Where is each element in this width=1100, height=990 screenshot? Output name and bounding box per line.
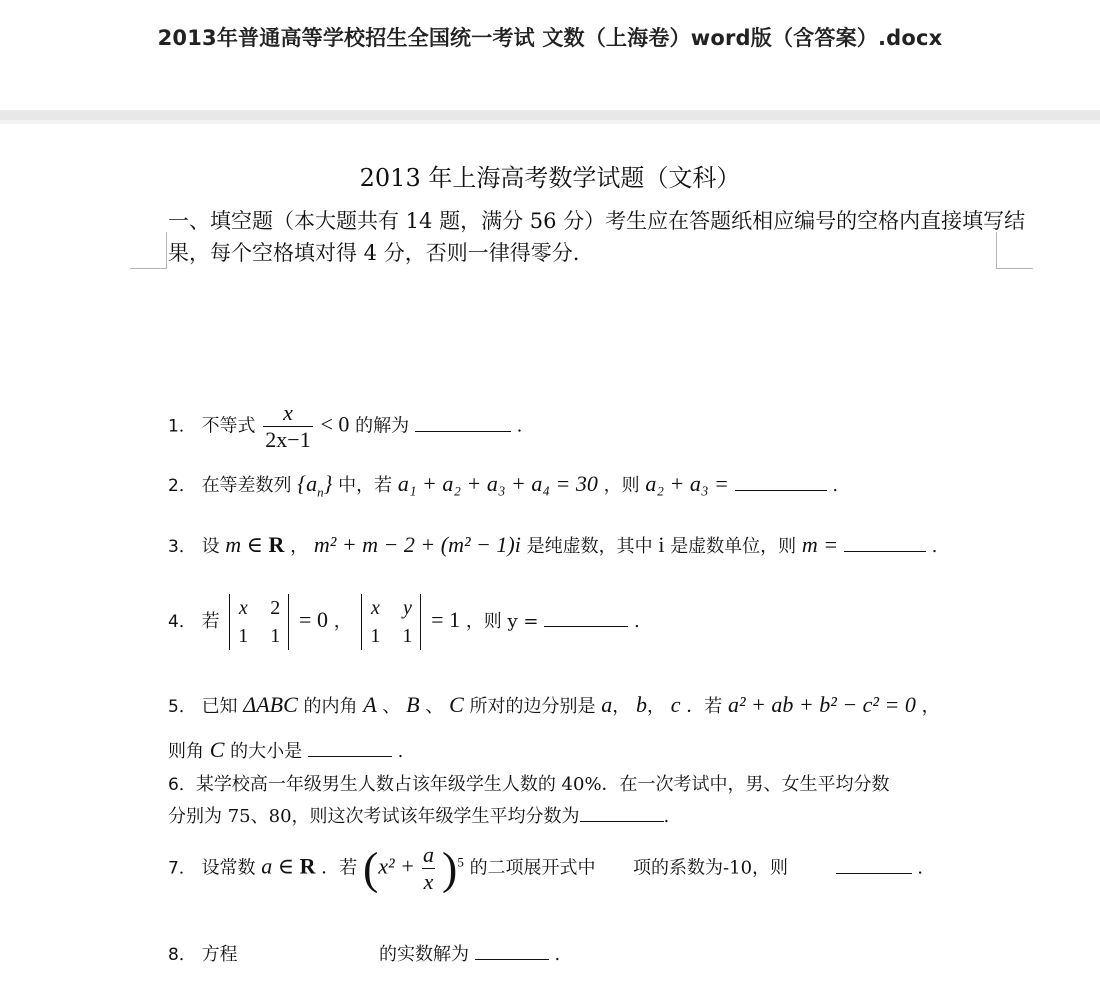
- ask-expression: a₂ + a₃ =: [645, 471, 729, 496]
- question-text: 的大小是: [230, 741, 303, 762]
- question-text: 已知: [201, 696, 238, 717]
- equation-1: = 0: [299, 607, 328, 632]
- det-cell: 2: [270, 597, 281, 619]
- question-8: [168, 940, 560, 966]
- question-text: ．若: [321, 857, 358, 879]
- set-membership: a ∈: [261, 853, 300, 879]
- question-text: 是纯虚数，其中: [526, 536, 659, 557]
- angle-A: A: [363, 692, 377, 717]
- question-2: [168, 471, 838, 500]
- question-1: [168, 400, 522, 453]
- separator: ，: [333, 611, 352, 632]
- margin-corner-top-left: [130, 232, 167, 269]
- section-intro: 一、填空题（本大题共有 14 题，满分 56 分）考生应在答题纸相应编号的空格内直接填写结果，每个空格填对得 4 分，否则一律得零分.: [168, 209, 1026, 265]
- complex-expression: m² + m − 2 + (m² − 1)i: [313, 532, 521, 557]
- fraction: [263, 400, 312, 453]
- determinant-1: [229, 594, 289, 650]
- question-4: [168, 594, 640, 650]
- det-cell: x: [370, 597, 380, 619]
- question-text: 不等式: [201, 415, 256, 437]
- question-text: 在等差数列: [201, 475, 292, 496]
- question-text: 的实数解为: [379, 944, 470, 965]
- question-number: 2．: [168, 476, 196, 496]
- answer-blank[interactable]: [844, 549, 926, 552]
- question-text: 所对的边分别是: [469, 696, 596, 717]
- exponent: 5: [457, 854, 464, 870]
- angle-C: C: [209, 737, 225, 762]
- sequence-subscript: n: [317, 484, 324, 500]
- det-cell: 1: [402, 625, 413, 647]
- fraction-numerator: x: [283, 400, 293, 425]
- sequence-symbol: {a: [297, 471, 318, 496]
- separator: ，: [612, 696, 631, 717]
- fraction: [417, 842, 440, 895]
- set-membership: m ∈: [225, 532, 269, 557]
- separator: ，: [646, 696, 665, 717]
- period: .: [633, 611, 640, 632]
- question-text: 项的系数为-10，则: [633, 857, 789, 879]
- question-number: 1．: [168, 416, 196, 437]
- period: .: [554, 944, 561, 965]
- separator: ，: [921, 696, 940, 717]
- angle-C: C: [449, 692, 464, 717]
- question-5-line-2: [168, 737, 403, 763]
- equation-2: = 1: [431, 607, 461, 632]
- question-text: 的二项展开式中: [469, 857, 596, 879]
- side-b: b: [635, 692, 647, 717]
- answer-blank[interactable]: [415, 429, 511, 432]
- question-6: [168, 770, 890, 796]
- det-cell: 1: [238, 625, 249, 647]
- ask-expression: m =: [801, 532, 839, 557]
- question-number: 8．: [168, 945, 196, 965]
- question-6-line-2: [168, 802, 669, 828]
- sum-equation: a₁ + a₂ + a₃ + a₄ = 30: [397, 471, 598, 496]
- answer-blank[interactable]: [475, 957, 549, 960]
- answer-blank[interactable]: [544, 624, 628, 627]
- question-text: 则角: [168, 741, 204, 762]
- question-number: 7．: [168, 858, 196, 879]
- det-cell: y: [402, 597, 412, 619]
- determinant-2: [361, 594, 421, 650]
- period: .: [917, 857, 923, 879]
- imaginary-unit: i: [658, 532, 665, 557]
- real-set-symbol: R: [299, 853, 316, 879]
- document-title: 2013年普通高等学校招生全国统一考试 文数（上海卷）word版（含答案）.docx: [157, 26, 943, 50]
- question-3: [168, 532, 937, 558]
- fraction-denominator: x: [423, 869, 434, 894]
- question-text: 的内角: [303, 696, 364, 717]
- question-text: ，: [290, 536, 314, 557]
- document-title-bar: [0, 0, 1100, 110]
- answer-blank[interactable]: [308, 754, 392, 757]
- question-text: ．若: [686, 696, 723, 717]
- question-text: 设常数: [201, 857, 256, 879]
- question-number: 3．: [168, 537, 196, 557]
- left-paren: (: [362, 842, 379, 894]
- question-text: 是虚数单位，则: [670, 536, 802, 557]
- triangle-symbol: ΔABC: [243, 692, 298, 717]
- side-equation: a² + ab + b² − c² = 0: [727, 692, 916, 717]
- side-c: c: [670, 692, 681, 717]
- period: .: [516, 415, 523, 437]
- period: .: [931, 536, 938, 557]
- question-text: 分别为 75、80，则这次考试该年级学生平均分数为: [168, 806, 580, 827]
- question-text: 设: [201, 536, 226, 557]
- separator: 、: [376, 696, 401, 717]
- question-text: ，则: [603, 475, 646, 496]
- answer-blank[interactable]: [580, 819, 664, 822]
- angle-B: B: [406, 692, 420, 717]
- binomial-term: x² +: [378, 853, 415, 879]
- page-gap: [0, 110, 1100, 120]
- exam-title: 2013 年上海高考数学试题（文科）: [359, 164, 741, 192]
- separator: 、: [419, 696, 444, 717]
- inequality: < 0: [320, 411, 350, 437]
- question-text: 若: [201, 611, 220, 632]
- sequence-close: }: [323, 471, 333, 496]
- answer-blank[interactable]: [836, 871, 912, 874]
- det-cell: 1: [270, 625, 281, 647]
- side-a: a: [601, 692, 613, 717]
- real-set-symbol: R: [268, 532, 285, 557]
- question-number: 4．: [168, 612, 196, 632]
- question-5: [168, 692, 940, 718]
- period: .: [397, 741, 404, 762]
- question-text: 方程: [201, 944, 238, 965]
- question-text: 中，若: [338, 475, 398, 496]
- sequence: [297, 471, 333, 500]
- question-text: 某学校高一年级男生人数占该年级学生人数的 40%．在一次考试中，男、女生平均分数: [195, 774, 890, 795]
- question-number: 5．: [168, 697, 196, 717]
- fraction-numerator: a: [423, 842, 434, 867]
- question-7: [168, 842, 923, 895]
- period: .: [832, 475, 839, 496]
- question-text: 的解为: [355, 415, 410, 437]
- period: .: [663, 806, 670, 827]
- right-paren: ): [442, 842, 458, 894]
- fraction-denominator: 2x−1: [265, 427, 311, 452]
- det-cell: 1: [370, 625, 381, 647]
- answer-blank[interactable]: [735, 488, 827, 491]
- question-number: 6．: [168, 775, 196, 795]
- det-cell: x: [238, 597, 248, 619]
- question-text: ，则 y =: [465, 611, 539, 632]
